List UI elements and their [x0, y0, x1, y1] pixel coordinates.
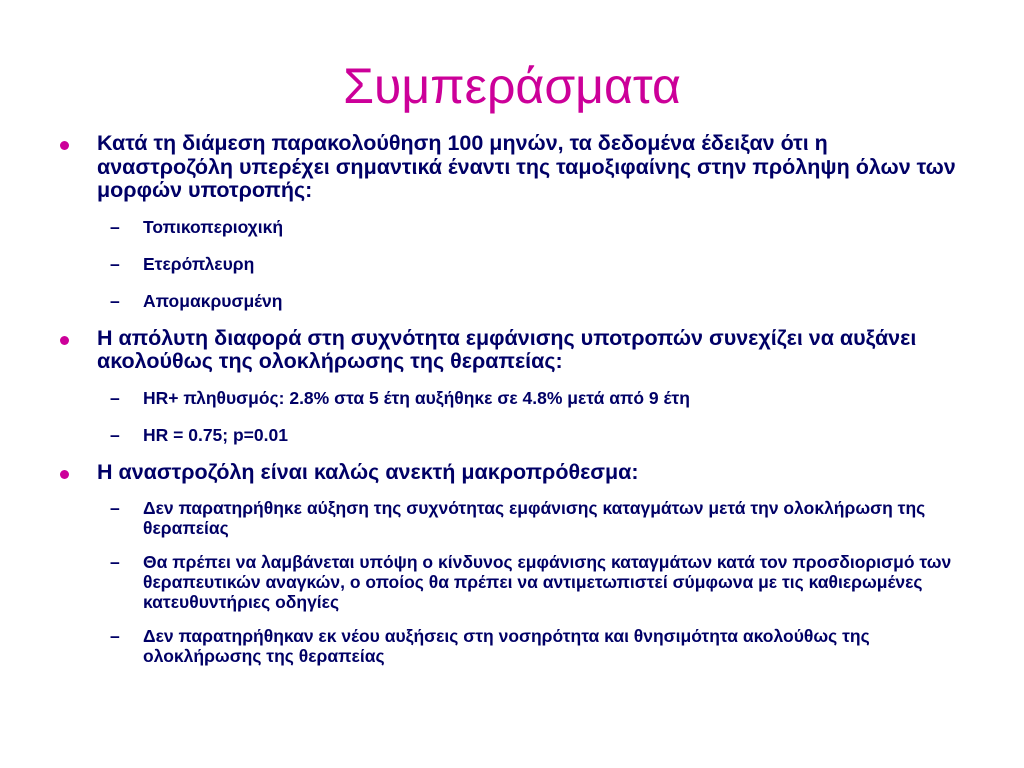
sub-item-text: Δεν παρατηρήθηκε αύξηση της συχνότητας εμφάνισης καταγμάτων μετά την ολοκλήρωση της θεραπείας — [143, 498, 926, 538]
sub-item-text: Ετερόπλευρη — [143, 253, 255, 274]
sub-item — [60, 425, 960, 445]
sub-item-text: Απομακρυσμένη — [143, 290, 283, 311]
dash-icon: – — [110, 498, 120, 518]
sub-item — [60, 498, 960, 538]
bullet-dot-icon — [60, 470, 69, 479]
bullet-item — [60, 132, 960, 203]
dash-icon: – — [110, 626, 120, 646]
bullet-text: Η απόλυτη διαφορά στη συχνότητα εμφάνισης υποτροπών συνεχίζει να αυξάνει ακολούθως της ολοκλήρωσης της θεραπείας: — [97, 325, 917, 373]
dash-icon: – — [110, 424, 120, 445]
sub-item — [60, 254, 960, 274]
bullet-text: Η αναστροζόλη είναι καλώς ανεκτή μακροπρόθεσμα: — [97, 459, 639, 484]
sub-item-text: HR+ πληθυσμός: 2.8% στα 5 έτη αυξήθηκε σε 4.8% μετά από 9 έτη — [143, 387, 690, 408]
sub-item — [60, 388, 960, 408]
sub-item — [60, 552, 960, 612]
bullet-dot-icon — [60, 336, 69, 345]
dash-icon: – — [110, 552, 120, 572]
sub-item — [60, 626, 960, 666]
sub-item — [60, 291, 960, 311]
bullet-item — [60, 327, 960, 374]
dash-icon: – — [110, 290, 120, 311]
sub-item-text: Δεν παρατηρήθηκαν εκ νέου αυξήσεις στη νοσηρότητα και θνησιμότητα ακολούθως της ολοκλήρωσης της θεραπείας — [143, 626, 870, 666]
dash-icon: – — [110, 387, 120, 408]
dash-icon: – — [110, 216, 120, 237]
bullet-dot-icon — [60, 141, 69, 150]
bullet-text: Κατά τη διάμεση παρακολούθηση 100 μηνών, τα δεδομένα έδειξαν ότι η αναστροζόλη υπερέχει σημαντικά έναντι της ταμοξιφαίνης στην πρόληψη όλων των μορφών υποτροπής: — [97, 131, 956, 202]
slide-content — [60, 132, 960, 666]
sub-item-text: Θα πρέπει να λαμβάνεται υπόψη ο κίνδυνος εμφάνισης καταγμάτων κατά τον προσδιορισμό των θεραπευτικών αναγκών, ο οποίος θα πρέπει να αντιμετωπιστεί σύμφωνα με τις καθιερωμένες κατευθυντήριες οδηγίες — [143, 552, 952, 612]
sub-item — [60, 217, 960, 237]
slide-title: Συμπεράσματα — [343, 58, 681, 114]
sub-item-text: HR = 0.75; p=0.01 — [143, 424, 288, 445]
sub-item-text: Τοπικοπεριοχική — [143, 216, 284, 237]
bullet-item — [60, 461, 960, 485]
dash-icon: – — [110, 253, 120, 274]
